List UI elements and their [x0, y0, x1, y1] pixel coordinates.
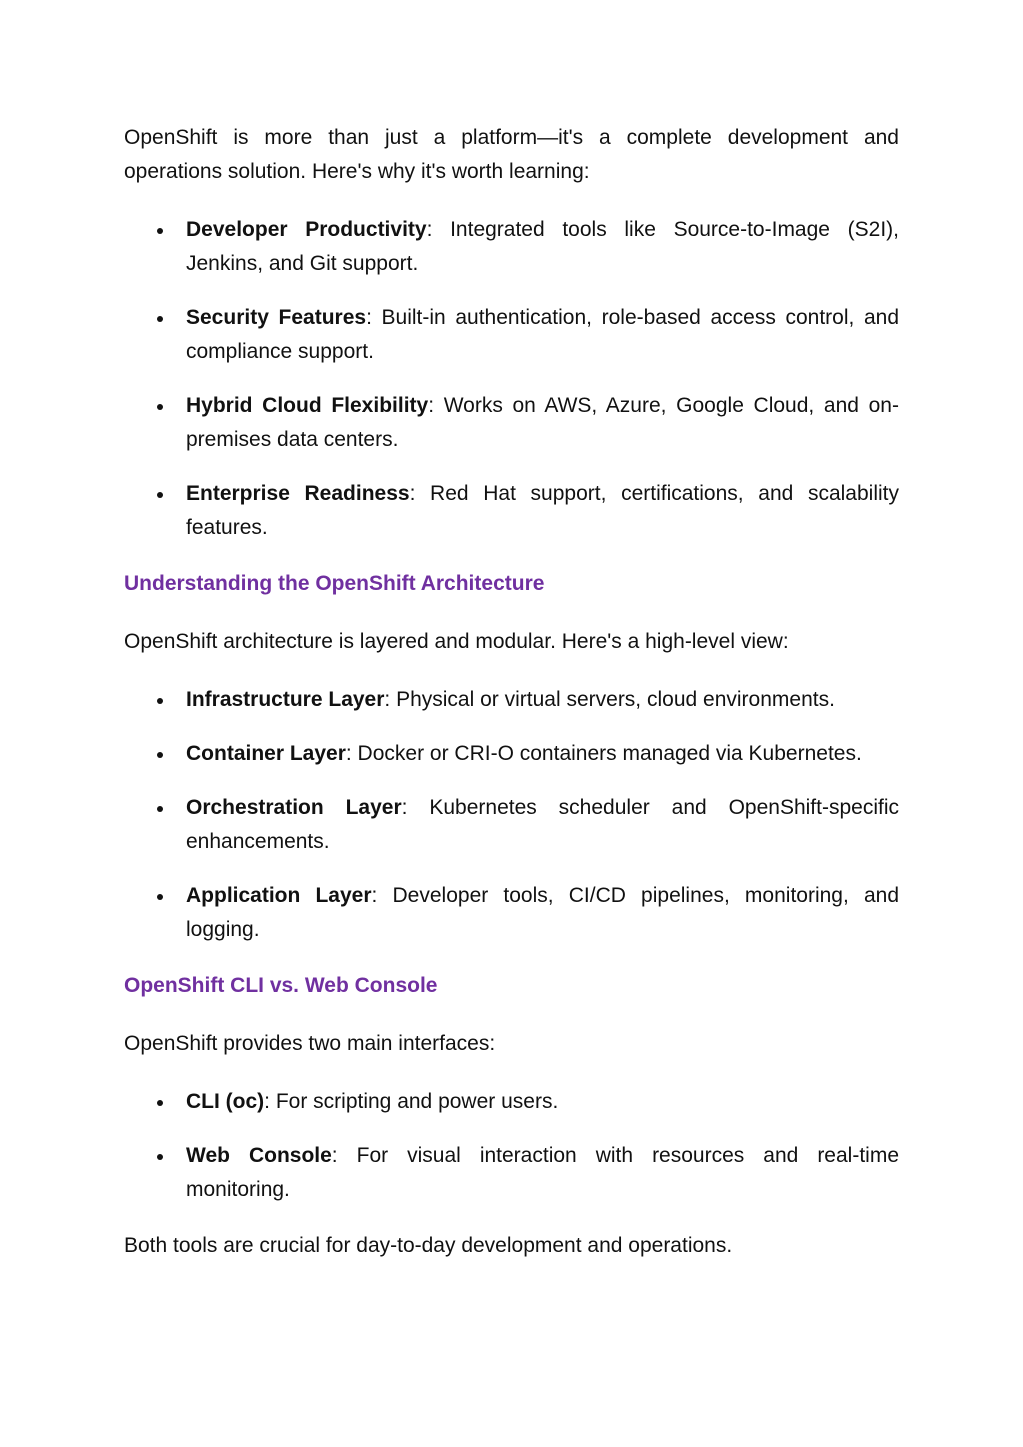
bullet-icon [157, 404, 163, 410]
list-item [124, 389, 899, 457]
list-item [124, 1139, 899, 1207]
list-item-term: Orchestration Layer [186, 796, 402, 819]
list-item-term: Web Console [186, 1144, 332, 1167]
list-item [124, 1085, 899, 1119]
list-item-term: Container Layer [186, 742, 346, 765]
list-item-term: Hybrid Cloud Flexibility [186, 394, 429, 417]
list-item-term: Infrastructure Layer [186, 688, 385, 711]
list-item-desc: : For visual interaction with resources and real-time monitoring. [186, 1144, 899, 1201]
list-item-term: CLI (oc) [186, 1090, 265, 1113]
list-item [124, 213, 899, 281]
benefits-list [124, 213, 899, 545]
list-item-desc: : Docker or CRI-O containers managed via Kubernetes. [345, 742, 862, 765]
architecture-heading: Understanding the OpenShift Architecture [124, 572, 545, 595]
list-item-desc: : Kubernetes scheduler and OpenShift-specific enhancements. [186, 796, 899, 853]
list-item [124, 879, 899, 947]
list-item [124, 477, 899, 545]
list-item-term: Developer Productivity [186, 218, 427, 241]
list-item [124, 737, 899, 771]
document-page [124, 121, 899, 1263]
list-item-term: Enterprise Readiness [186, 482, 410, 505]
bullet-icon [157, 806, 163, 812]
list-item [124, 301, 899, 369]
closing-paragraph: Both tools are crucial for day-to-day development and operations. [124, 1234, 733, 1257]
list-item-desc: : For scripting and power users. [264, 1090, 559, 1113]
list-item-term: Application Layer [186, 884, 372, 907]
bullet-icon [157, 698, 163, 704]
architecture-paragraph: OpenShift architecture is layered and modular. Here's a high-level view: [124, 630, 789, 653]
interfaces-list [124, 1085, 899, 1207]
bullet-icon [157, 316, 163, 322]
list-item [124, 791, 899, 859]
list-item [124, 683, 899, 717]
bullet-icon [157, 1154, 163, 1160]
bullet-icon [157, 894, 163, 900]
interfaces-paragraph: OpenShift provides two main interfaces: [124, 1032, 496, 1055]
bullet-icon [157, 228, 163, 234]
list-item-term: Security Features [186, 306, 367, 329]
architecture-list [124, 683, 899, 947]
intro-paragraph: OpenShift is more than just a platform—it's a complete development and operations solution. Here's why it's worth learning: [124, 126, 899, 183]
list-item-desc: : Developer tools, CI/CD pipelines, monitoring, and logging. [186, 884, 899, 941]
list-item-desc: : Built-in authentication, role-based access control, and compliance support. [186, 306, 900, 363]
bullet-icon [157, 1100, 163, 1106]
list-item-desc: : Integrated tools like Source-to-Image (S2I), Jenkins, and Git support. [186, 218, 899, 275]
bullet-icon [157, 752, 163, 758]
list-item-desc: : Physical or virtual servers, cloud environments. [384, 688, 835, 711]
bullet-icon [157, 492, 163, 498]
list-item-desc: : Red Hat support, certifications, and scalability features. [186, 482, 899, 539]
interfaces-heading: OpenShift CLI vs. Web Console [124, 974, 438, 997]
list-item-desc: : Works on AWS, Azure, Google Cloud, and on-premises data centers. [186, 394, 899, 451]
